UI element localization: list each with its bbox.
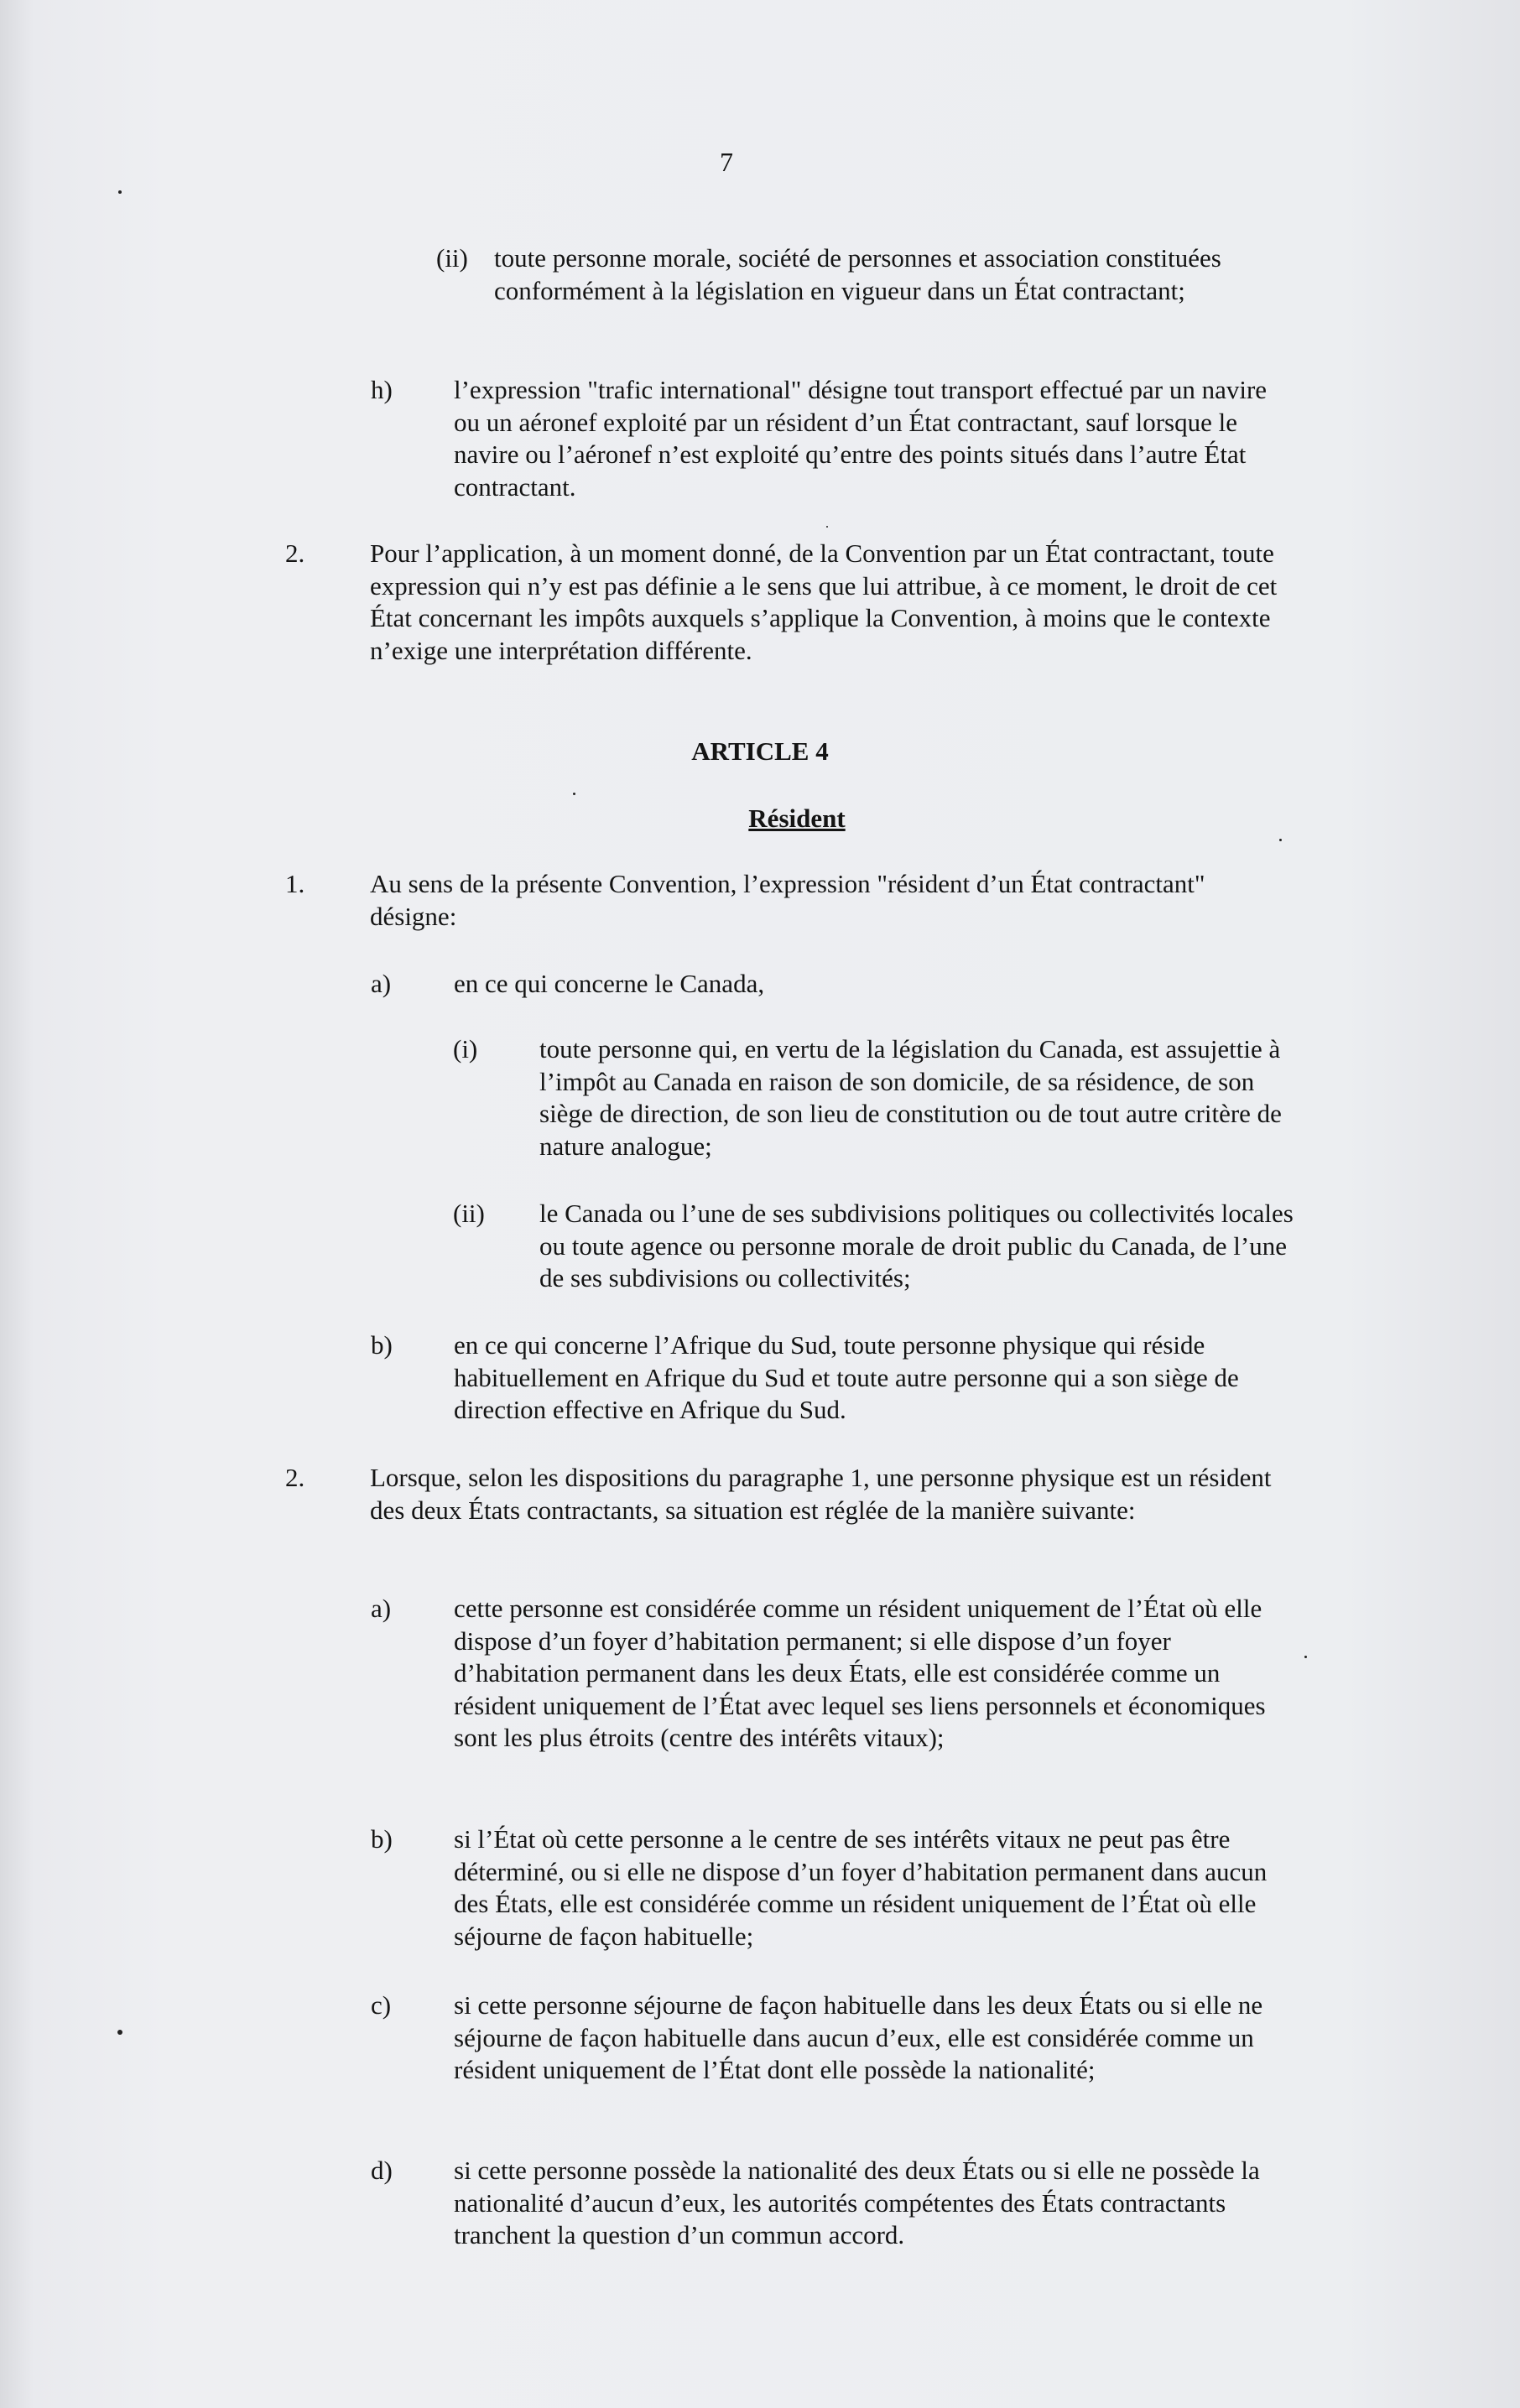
item-text: Pour l’application, à un moment donné, de la Convention par un État contractant, toute expression qui n’y est pas définie a le sens que lui attribue, à ce moment, le droit de cet État concernant les impôts auxquels s’applique la Convention, à moins que le contexte n’exige une interprétation différente. (370, 538, 1278, 665)
item-text: si cette personne séjourne de façon habituelle dans les deux États ou si elle ne séjourne de façon habituelle dans aucun d’eux, elle est considérée comme un résident uniquement de l’État dont elle possède la nationalité; (454, 1990, 1263, 2084)
paragraph-label: 1. (285, 869, 305, 898)
item-label: b) (371, 1330, 393, 1360)
scan-speck (1279, 839, 1282, 841)
item-text: toute personne qui, en vertu de la législation du Canada, est assujettie à l’impôt au Canada en raison de son domicile, de sa résidence, de son siège de direction, de son lieu de constitution ou de tout autre critère de nature analogue; (539, 1034, 1282, 1161)
item-text: si l’État où cette personne a le centre de ses intérêts vitaux ne peut pas être déterminé, ou si elle ne dispose d’un foyer d’habitation permanent dans aucun des États, elle est considérée comme un résident uniquement de l’État où elle séjourne de façon habituelle; (454, 1824, 1268, 1951)
scan-speck (826, 526, 828, 528)
item-label: (ii) (453, 1199, 485, 1228)
scan-speck (1304, 1656, 1307, 1658)
item-text: si cette personne possède la nationalité des deux États ou si elle ne possède la nationalité d’aucun d’eux, les autorités compétentes des États contractants tranchent la question d’un commun accord. (454, 2156, 1260, 2249)
article-heading: ARTICLE 4 (691, 736, 829, 766)
scan-speck (118, 190, 122, 194)
item-text: en ce qui concerne l’Afrique du Sud, toute personne physique qui réside habituellement en Afrique du Sud et toute autre personne qui a son siège de direction effective en Afrique du Sud. (454, 1330, 1239, 1424)
item-label: 2. (285, 538, 305, 568)
scan-speck (117, 2030, 122, 2035)
paragraph-text: Au sens de la présente Convention, l’expression "résident d’un État contractant" désigne: (370, 869, 1205, 931)
paragraph-label: 2. (285, 1463, 305, 1492)
item-label: d) (371, 2156, 393, 2185)
item-text: toute personne morale, société de personnes et association constituées conformément à la législation en vigueur dans un État contractant; (494, 243, 1221, 305)
item-text: l’expression "trafic international" désigne tout transport effectué par un navire ou un aéronef exploité par un résident d’un État contractant, sauf lorsque le navire ou l’aéronef n’est exploité qu’entre des points situés dans l’autre État contractant. (454, 375, 1268, 502)
item-text: en ce qui concerne le Canada, (454, 969, 765, 998)
item-label: h) (371, 375, 393, 404)
paragraph-text: Lorsque, selon les dispositions du paragraphe 1, une personne physique est un résident des deux États contractants, sa situation est réglée de la manière suivante: (370, 1463, 1272, 1525)
scan-speck (573, 793, 575, 795)
item-label: c) (371, 1990, 392, 2020)
item-label: (i) (453, 1034, 478, 1064)
item-label: (ii) (436, 243, 468, 273)
item-text: le Canada ou l’une de ses subdivisions politiques ou collectivités locales ou toute agence ou personne morale de droit public du Canada, de l’une de ses subdivisions ou collectivités; (539, 1199, 1294, 1292)
article-subheading: Résident (748, 804, 846, 833)
page-number: 7 (720, 147, 733, 177)
item-text: cette personne est considérée comme un résident uniquement de l’État où elle dispose d’un foyer d’habitation permanent; si elle dispose d’un foyer d’habitation permanent dans les deux États, elle est considérée comme un résident uniquement de l’État avec lequel ses liens personnels et économiques sont les plus étroits (centre des intérêts vitaux); (454, 1594, 1266, 1752)
item-label: a) (371, 1594, 392, 1623)
item-label: a) (371, 969, 392, 998)
item-label: b) (371, 1824, 393, 1854)
